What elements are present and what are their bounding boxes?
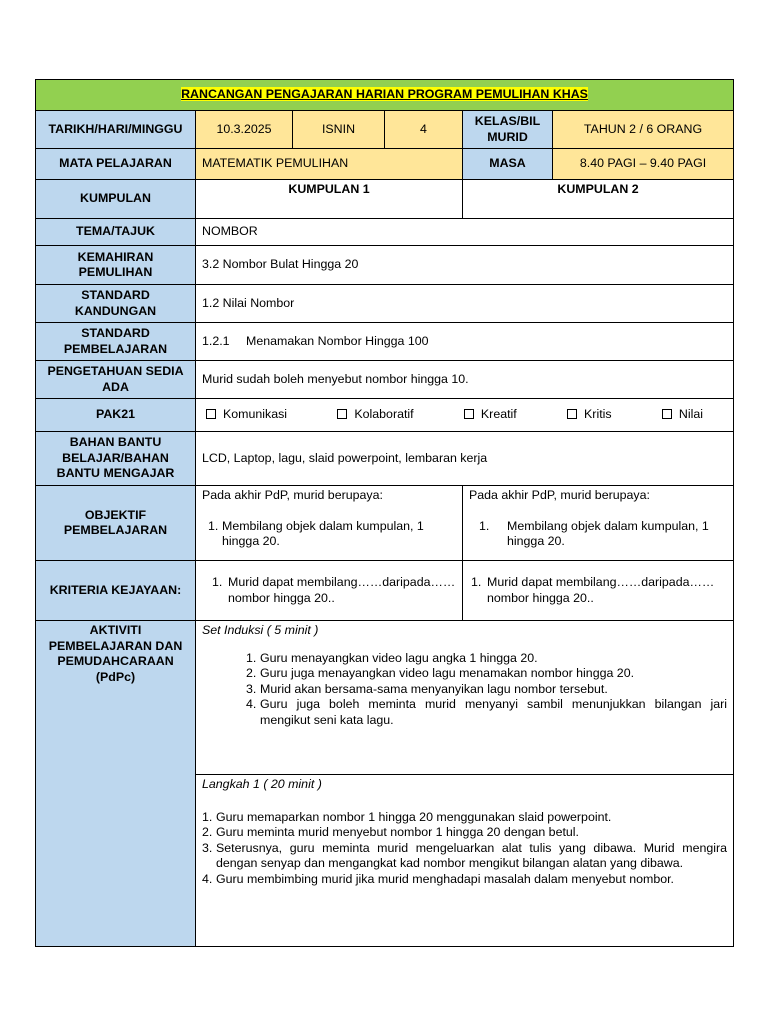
objektif-intro-left: Pada akhir PdP, murid berupaya: xyxy=(202,488,383,502)
objektif-right-list xyxy=(469,519,727,550)
standard-kandungan-label: STANDARD KANDUNGAN xyxy=(36,285,196,323)
checkbox-icon[interactable] xyxy=(337,409,347,419)
kelas-label: KELAS/BIL MURID xyxy=(463,111,553,149)
set-induksi-title: Set Induksi ( 5 minit ) xyxy=(202,623,319,637)
tema-label: TEMA/TAJUK xyxy=(36,219,196,246)
sp-code: 1.2.1 xyxy=(202,333,230,348)
set-induksi-cell xyxy=(196,621,734,775)
pengetahuan-label: PENGETAHUAN SEDIA ADA xyxy=(36,361,196,399)
list-item: 1. Murid dapat membilang……daripada…… nombor hingga 20.. xyxy=(471,575,715,605)
pengetahuan-value: Murid sudah boleh menyebut nombor hingga 10. xyxy=(196,361,734,399)
langkah-1-list xyxy=(202,810,727,888)
kemahiran-label: KEMAHIRAN PEMULIHAN xyxy=(36,246,196,285)
pak21-komunikasi[interactable]: Komunikasi xyxy=(206,407,287,423)
kumpulan-2: KUMPULAN 2 xyxy=(463,180,734,219)
list-item: 2. Guru juga menayangkan video lagu menamakan nombor hingga 20. xyxy=(246,666,635,680)
sp-text: Menamakan Nombor Hingga 100 xyxy=(246,333,429,348)
bahan-label: BAHAN BANTU BELAJAR/BAHAN BANTU MENGAJAR xyxy=(36,432,196,486)
kriteria-label: KRITERIA KEJAYAAN: xyxy=(36,561,196,621)
pak21-label: PAK21 xyxy=(36,399,196,432)
mata-pelajaran-value: MATEMATIK PEMULIHAN xyxy=(196,149,463,180)
langkah-1-title: Langkah 1 ( 20 minit ) xyxy=(202,777,322,791)
tarikh-label: TARIKH/HARI/MINGGU xyxy=(36,111,196,149)
kumpulan-1: KUMPULAN 1 xyxy=(196,180,463,219)
list-item: 1. Membilang objek dalam kumpulan, 1 hingga 20. xyxy=(208,518,424,548)
list-item: 3. Seterusnya, guru meminta murid mengeluarkan alat tulis yang dibawa. Murid mengira dengan senyap dan mengangkat kad nombor mengikut bilangan alatan yang dibawa. xyxy=(202,840,728,870)
kriteria-left xyxy=(196,561,463,621)
list-item: 4. Guru membimbing murid jika murid menghadapi masalah dalam menyebut nombor. xyxy=(202,871,674,886)
checkbox-icon[interactable] xyxy=(464,409,474,419)
aktiviti-label: AKTIVITI PEMBELAJARAN DAN PEMUDAHCARAAN (PdPc) xyxy=(36,621,196,947)
pak21-nilai[interactable]: Nilai xyxy=(662,407,703,423)
standard-pembelajaran-value xyxy=(196,323,734,361)
lesson-plan-table xyxy=(35,79,734,947)
kriteria-left-list xyxy=(202,575,456,606)
set-induksi-list xyxy=(202,651,727,729)
masa-label: MASA xyxy=(463,149,553,180)
objektif-left-list xyxy=(202,519,456,550)
list-item: 2. Guru meminta murid menyebut nombor 1 hingga 20 dengan betul. xyxy=(202,825,579,839)
checkbox-icon[interactable] xyxy=(567,409,577,419)
minggu-value: 4 xyxy=(385,111,463,149)
tema-value: NOMBOR xyxy=(196,219,734,246)
list-item: 1. Membilang objek dalam kumpulan, 1 hingga 20. xyxy=(479,518,709,548)
list-item: 1. Murid dapat membilang……daripada…… nombor hingga 20.. xyxy=(212,575,456,605)
list-item: 4. Guru juga boleh meminta murid menyanyi sambil menunjukkan bilangan jari mengikut seni kata lagu. xyxy=(246,697,728,727)
pak21-kreatif[interactable]: Kreatif xyxy=(464,407,517,423)
kelas-value: TAHUN 2 / 6 ORANG xyxy=(553,111,734,149)
objektif-right xyxy=(463,486,734,561)
masa-value: 8.40 PAGI – 9.40 PAGI xyxy=(553,149,734,180)
standard-kandungan-value: 1.2 Nilai Nombor xyxy=(196,285,734,323)
objektif-label: OBJEKTIF PEMBELAJARAN xyxy=(36,486,196,561)
standard-pembelajaran-label: STANDARD PEMBELAJARAN xyxy=(36,323,196,361)
bahan-value: LCD, Laptop, lagu, slaid powerpoint, lembaran kerja xyxy=(196,432,734,486)
checkbox-icon[interactable] xyxy=(662,409,672,419)
pak21-kolaboratif[interactable]: Kolaboratif xyxy=(337,407,413,423)
objektif-left xyxy=(196,486,463,561)
objektif-intro-right: Pada akhir PdP, murid berupaya: xyxy=(469,488,650,502)
list-item: 1. Guru menayangkan video lagu angka 1 hingga 20. xyxy=(246,650,538,665)
kriteria-right-list xyxy=(469,575,727,606)
tarikh-value: 10.3.2025 xyxy=(196,111,293,149)
checkbox-icon[interactable] xyxy=(206,409,216,419)
pak21-options xyxy=(196,399,734,432)
pak21-kritis[interactable]: Kritis xyxy=(567,407,612,423)
mata-pelajaran-label: MATA PELAJARAN xyxy=(36,149,196,180)
kemahiran-value: 3.2 Nombor Bulat Hingga 20 xyxy=(196,246,734,285)
hari-value: ISNIN xyxy=(293,111,385,149)
list-item: 3. Murid akan bersama-sama menyanyikan lagu nombor tersebut. xyxy=(246,681,608,696)
kriteria-right xyxy=(463,561,734,621)
kumpulan-label: KUMPULAN xyxy=(36,180,196,219)
langkah-1-cell xyxy=(196,775,734,947)
list-item: 1. Guru memaparkan nombor 1 hingga 20 menggunakan slaid powerpoint. xyxy=(202,809,612,824)
page-title: RANCANGAN PENGAJARAN HARIAN PROGRAM PEMULIHAN KHAS xyxy=(36,80,734,111)
